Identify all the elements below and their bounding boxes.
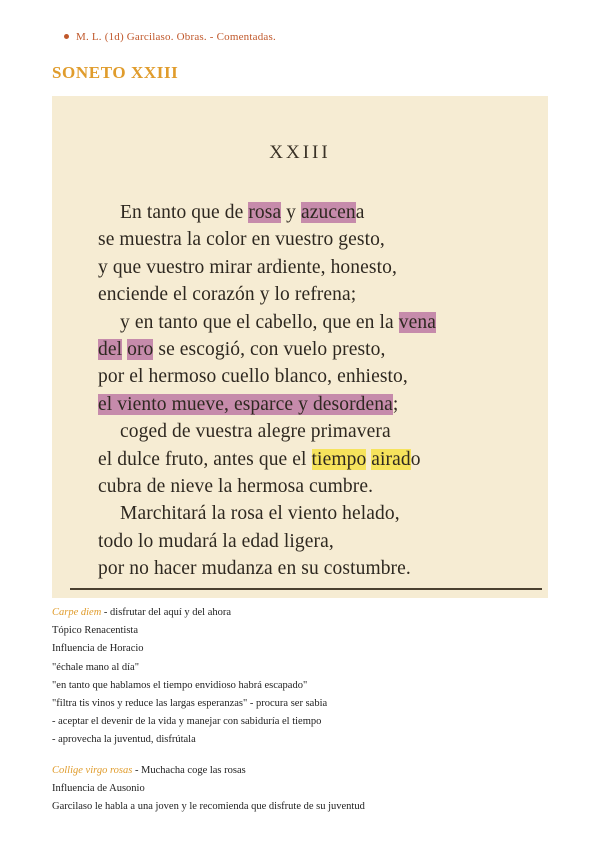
highlighted-word: vena [398,311,436,333]
verse-text: coged de vuestra alegre primavera [120,421,391,443]
verse-text: ; [392,393,399,415]
page-rule [70,588,542,590]
highlighted-word: el viento mueve, esparce y desordena [98,393,393,415]
commentary [52,604,365,816]
note-text: - aprovecha la juventud, disfrútala [52,734,196,746]
note-text: - Muchacha coge las rosas [132,764,246,776]
verse-text: por no hacer mudanza en su costumbre. [98,558,411,580]
verse-text: todo lo mudará la edad ligera, [98,530,334,552]
note-text: Garcilaso le habla a una joven y le recomienda que disfrute de su juventud [52,800,365,812]
note-text: - disfrutar del aquí y del ahora [101,607,232,618]
collige-virgo-notes [52,762,365,817]
verse-text: el dulce fruto, antes que el [98,448,312,470]
page-title: SONETO XXIII [52,63,179,82]
highlighted-word: rosa [248,202,282,223]
sonnet-scan-image [52,96,548,598]
note-line [52,731,365,749]
verse-text: En tanto que de [120,202,249,223]
note-line [52,659,365,677]
note-line [52,640,365,658]
note-text: "échale mano al día" [52,661,139,673]
note-line [52,622,365,640]
note-text: "filtra tis vinos y reduce las largas esperanzas" - procura ser sabia [52,697,328,709]
verse-text: por el hermoso cuello blanco, enhiesto, [98,366,408,388]
verse-line [98,366,408,388]
note-term: Collige virgo rosas [52,764,133,776]
highlighted-word: airad [371,448,411,470]
verse-line [98,394,398,416]
verse-line [98,284,356,306]
verse-text: y en tanto que el cabello, que en la [120,311,399,333]
bullet-dot-icon [64,34,69,39]
verse-text: a [355,202,365,223]
verse-text: y que vuestro mirar ardiente, honesto, [98,256,397,278]
highlighted-word: tiempo [311,448,367,470]
verse-line [120,312,436,334]
highlighted-word: oro [127,339,154,360]
verse-line [98,339,385,361]
verse-line [98,257,397,279]
carpe-diem-notes [52,604,365,750]
note-text: - aceptar el devenir de la vida y manejar con sabiduría el tiempo [52,716,322,728]
bullet-list-item [64,31,276,43]
highlighted-word: del [98,339,123,360]
verse-line [98,476,373,498]
note-line [52,762,365,780]
note-line [52,798,365,816]
note-line [52,713,365,731]
verse-line [98,449,421,471]
verse-line [120,202,365,224]
note-text: "en tanto que hablamos el tiempo envidioso habrá escapado" [52,679,308,691]
verse-line [120,503,400,525]
note-text: Influencia de Horacio [52,643,144,655]
verse-text: Marchitará la rosa el viento helado, [120,503,400,525]
note-text: Influencia de Ausonio [52,782,145,794]
sonnet-numeral: XXIII [269,142,331,163]
verse-text: cubra de nieve la hermosa cumbre. [98,476,374,497]
verse-text: y [281,202,302,223]
note-line [52,780,365,798]
note-line [52,695,365,713]
obras-comentadas-link[interactable]: M. L. (1d) Garcilaso. Obras. - Comentadas. [76,31,276,43]
verse-line [98,531,334,553]
verse-line [98,558,411,580]
note-line [52,604,365,622]
verse-text: se muestra la color en vuestro gesto, [98,229,385,251]
verse-text: enciende el corazón y lo refrena; [98,284,357,306]
verse-text: o [410,448,421,470]
verse-line [120,421,391,443]
note-line [52,677,365,695]
verse-text: se escogió, con vuelo presto, [153,339,386,360]
note-term: Carpe diem [52,607,102,618]
highlighted-word: azucen [301,202,356,223]
note-text: Tópico Renacentista [52,625,139,637]
verse-line [98,229,385,251]
